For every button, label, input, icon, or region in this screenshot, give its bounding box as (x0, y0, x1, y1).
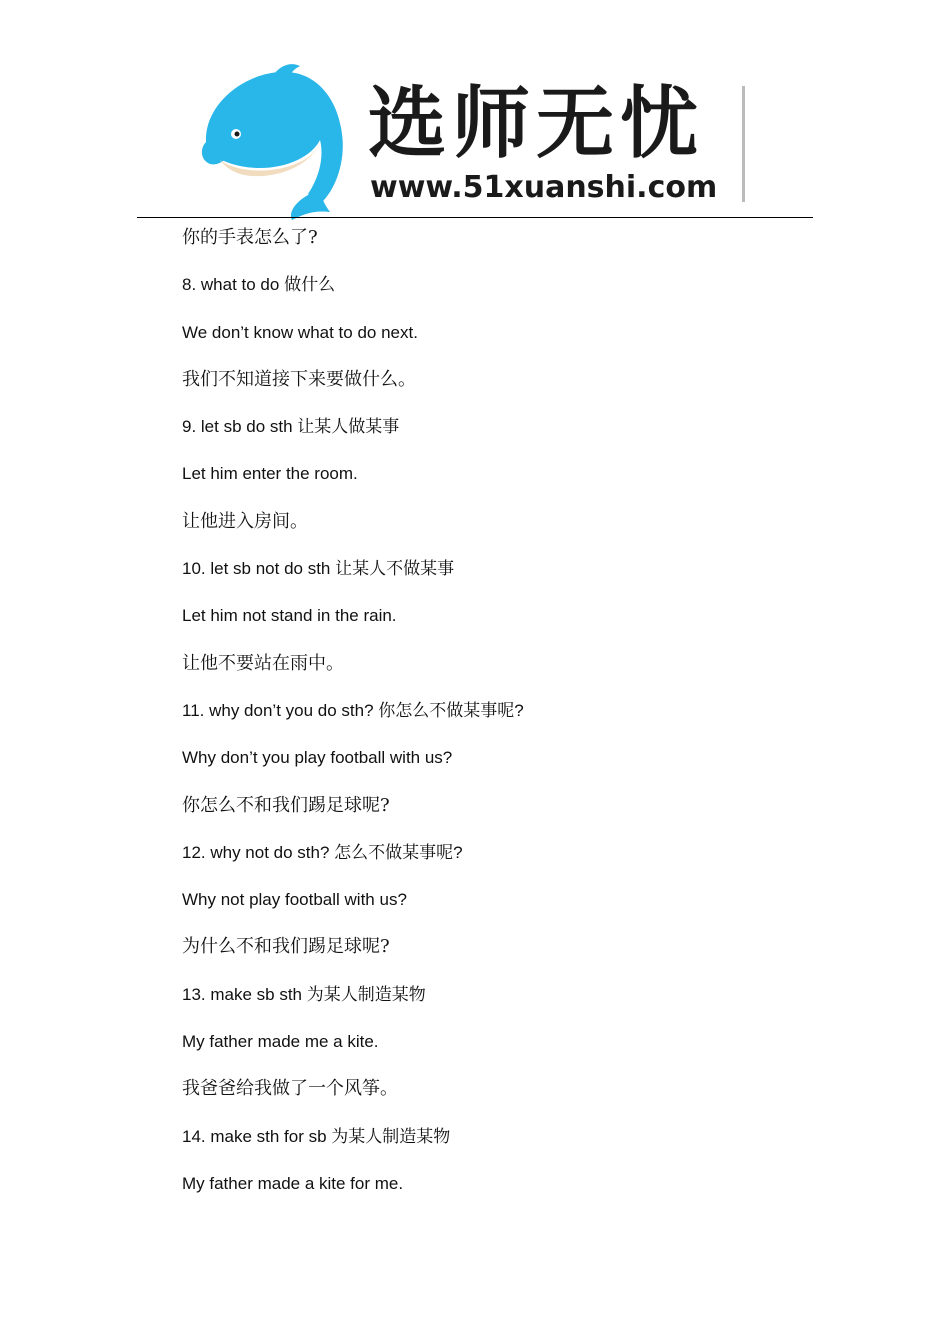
text-line: 11. why don’t you do sth? 你怎么不做某事呢? (182, 700, 524, 720)
text-line: 8. what to do 做什么 (182, 275, 336, 295)
logo-divider (742, 86, 745, 202)
page-header (0, 0, 950, 220)
logo-title: 选师无忧 (368, 79, 705, 169)
text-line: Let him not stand in the rain. (182, 606, 397, 626)
text-line: 让他进入房间。 (182, 510, 308, 532)
text-line: 9. let sb do sth 让某人做某事 (182, 417, 400, 437)
text-line: 你怎么不和我们踢足球呢? (182, 794, 390, 816)
text-line: Why not play football with us? (182, 890, 407, 910)
text-line: Why don’t you play football with us? (182, 748, 453, 768)
text-line: We don’t know what to do next. (182, 322, 418, 342)
text-line: 为什么不和我们踢足球呢? (182, 936, 390, 958)
text-line: My father made me a kite. (182, 1032, 379, 1052)
text-line: My father made a kite for me. (182, 1173, 404, 1193)
text-line: 让他不要站在雨中。 (182, 652, 344, 674)
text-line: Let him enter the room. (182, 464, 358, 484)
text-line: 我们不知道接下来要做什么。 (182, 368, 416, 390)
text-line: 13. make sb sth 为某人制造某物 (182, 984, 426, 1004)
text-line: 你的手表怎么了? (182, 227, 318, 248)
text-line: 14. make sth for sb 为某人制造某物 (182, 1126, 451, 1146)
dolphin-logo-icon (196, 64, 356, 220)
text-line: 我爸爸给我做了一个风筝。 (182, 1078, 398, 1100)
document-body (182, 224, 822, 1217)
logo-url: www.51xuanshi.com (370, 170, 718, 205)
header-rule (137, 217, 813, 218)
text-line: 10. let sb not do sth 让某人不做某事 (182, 559, 455, 579)
text-line: 12. why not do sth? 怎么不做某事呢? (182, 842, 463, 862)
